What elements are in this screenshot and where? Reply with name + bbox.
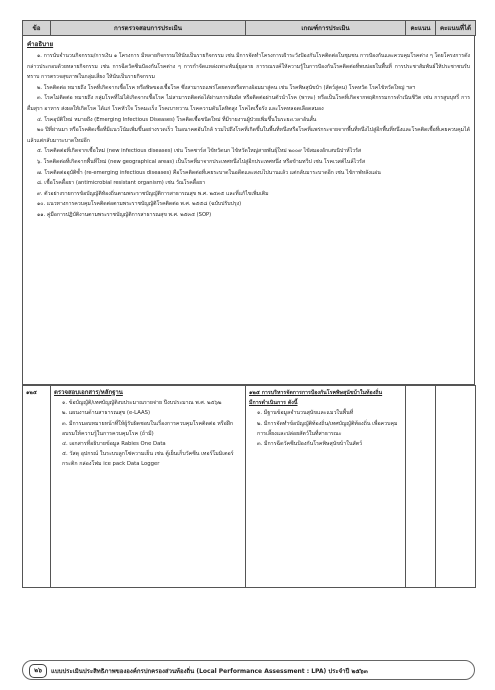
definitions-title: คำอธิบาย: [27, 41, 54, 48]
definition-item: ๙. ตัวอย่างรายการข้อบัญญัติท้องถิ่นตามพระราชบัญญัติการสาธารณสุข พ.ศ. ๒๕๓๕ และที่แก้ไขเพิ่มเติม: [37, 190, 269, 197]
header-score: คะแนน: [406, 21, 436, 36]
criteria-cell: [246, 386, 406, 588]
check-item: ๓. มีการมอบหมายหน้าที่ให้ผู้รับผิดชอบในเรื่องการควบคุมโรคติดต่อ หรือฝึกอบรมให้ความรู้ในการควบคุมโรค (ถ้ามี): [62, 420, 234, 437]
assessment-row-table: [22, 385, 476, 588]
criteria-item: ๓. มีการฉีดวัคซีนป้องกันโรคพิษสุนัขบ้าในสัตว์: [257, 441, 363, 448]
assessment-page: [22, 20, 475, 588]
check-item: ๕. วัสดุ อุปกรณ์ ในระบบลูกโซ่ความเย็น เช่น ตู้เย็นเก็บวัคซีน เทอร์โมมิเตอร์ กระติก กล่องโฟม ice pack Data Logger: [62, 451, 234, 468]
footer-title: แบบประเมินประสิทธิภาพขององค์กรปกครองส่วนท้องถิ่น (Local Performance Assessment : LPA) ประจำปี ๒๕๖๓: [51, 668, 368, 675]
definition-item: ๔. โรคอุบัติใหม่ หมายถึง (Emerging Infectious Diseases) โรคติดเชื้อชนิดใหม่ ที่มีรายงานผู้ป่วยเพิ่มขึ้นในระยะเวลาอันสั้น: [37, 116, 317, 123]
definitions-section: [22, 36, 475, 385]
definition-item: ๕. โรคติดต่อที่เกิดจากเชื้อใหม่ (new infectious diseases) เช่น โรคซาร์ส ไข้หวัดนก ไข้หวัดใหญ่สายพันธุ์ใหม่ ๒๐๐๙ ไข้สมองอักเสบนิปาห์ไวรัส: [37, 148, 362, 155]
definition-item: ๗. โรคติดต่ออุบัติซ้ำ (re-emerging infectious diseases) คือโรคติดต่อที่เคยระบาดในอดีตและสงบไปนานแล้ว แต่กลับมาระบาดอีก เช่น ไข้กาฬหลังแอ่น: [37, 169, 381, 176]
score-got-cell[interactable]: [436, 386, 476, 588]
row-number: ๑๒๕: [26, 390, 37, 396]
check-item: ๔. เอกสารที่อธิบายข้อมูล Rabies One Data: [62, 441, 166, 448]
check-cell: [51, 386, 246, 588]
criteria-item: ๒. มีการจัดทำข้อบัญญัติท้องถิ่น/เทศบัญญัติท้องถิ่น เพื่อควบคุมการเลี้ยงและปล่อยสัตว์ในที่สาธารณะ: [257, 420, 398, 437]
header-criteria: เกณฑ์การประเมิน: [246, 21, 406, 36]
page-number: ๒๖: [29, 664, 47, 678]
header-score-got: คะแนนที่ได้: [436, 21, 476, 36]
definition-item: ๖. โรคติดต่อที่เกิดจากพื้นที่ใหม่ (new geographical areas) เป็นโรคที่มาจากประเทศหนึ่งไปสู่อีกประเทศหนึ่ง หรือข้ามทวีป เช่น โรคเวสต์ไนล์ไวรัส: [37, 158, 366, 165]
assessment-table-header: [22, 20, 476, 36]
criteria-title: ๑๒๕ การบริหารจัดการการป้องกันโรคพิษสุนัขบ้าในท้องถิ่น: [249, 390, 383, 396]
check-item: ๑. ข้อบัญญัติ/เทศบัญญัติงบประมาณรายจ่าย ปีงบประมาณ พ.ศ. ๒๕๖๒: [62, 400, 222, 407]
header-item: ข้อ: [23, 21, 51, 36]
score-cell[interactable]: [406, 386, 436, 588]
page-footer: [22, 660, 475, 680]
definition-item: ๒. โรคติดต่อ หมายถึง โรคที่เกิดจากเชื้อโรค หรือพิษของเชื้อโรค ซึ่งสามารถแพร่โดยตรงหรือทางอ้อมมาสู่คน เช่น โรคพิษสุนัขบ้า (สัตว์สู่คน) โรคหวัด โรคไข้หวัดใหญ่ ฯลฯ: [37, 84, 416, 91]
definition-item: ๘. เชื้อโรคดื้อยา (antimicrobial resistant organism) เช่น วัณโรคดื้อยา: [37, 180, 206, 187]
definition-item: ๑๑. คู่มือการปฏิบัติงานตามพระราชบัญญัติการสาธารณสุข พ.ศ. ๒๕๓๕ (SOP): [37, 211, 212, 218]
check-title: ตรวจสอบเอกสาร/หลักฐาน: [54, 389, 123, 396]
definition-item: ๑๐. แนวทางการควบคุมโรคติดต่อตามพระราชบัญญัติโรคติดต่อ พ.ศ. ๒๕๕๘ (ฉบับปรับปรุง): [37, 201, 242, 208]
row-number-cell: [23, 386, 51, 588]
criteria-item: ๑. มีฐานข้อมูลจำนวนสุนัขและแมวในพื้นที่: [257, 410, 354, 417]
definition-item: ๓. โรคไม่ติดต่อ หมายถึง กลุ่มโรคที่ไม่ได้เกิดจากเชื้อโรค ไม่สามารถติดต่อได้ผ่านการสัมผัส หรือติดต่อผ่านตัวนำโรค (พาหะ) หรือเป็นโรคที่เกิดจากพฤติกรรมการดำเนินชีวิต เช่น การสูบบุหรี่ การดื่มสุรา อาหาร ส่งผลให้เกิดโรค ได้แก่ โรคหัวใจ โรคมะเร็ง โรคเบาหวาน โรคความดันโลหิตสูง โรคไตเรื้อรัง และโรคหลอดเลือดสมอง: [27, 95, 470, 112]
check-item: ๒. แผนงานด้านสาธารณสุข (e-LAAS): [62, 410, 151, 417]
header-check: การตรวจสอบการประเมิน: [51, 21, 246, 36]
definition-item: ๑. การนับจำนวนกิจกรรม/การเงิน ๑ โครงการ มีหลายกิจกรรมให้นับเป็นรายกิจกรรม เช่น มีการจัดทำโครงการเฝ้าระวังป้องกันโรคติดต่อในชุมชน การป้องกันและควบคุมโรคต่าง ๆ โดยโครงการดังกล่าวประกอบด้วยหลายกิจกรรม เช่น การฉีดวัคซีนป้องกันโรคต่าง ๆ การกำจัดแหล่งเพาะพันธุ์ยุงลาย การรณรงค์ให้ความรู้ในการป้องกันโรคติดต่อที่พบบ่อยในพื้นที่ การประชาสัมพันธ์ให้ประชาชนรับทราบ การตรวจสุขภาพในกลุ่มเสี่ยง ให้นับเป็นรายกิจกรรม: [27, 53, 470, 81]
criteria-subtitle: มีการดำเนินการ ดังนี้: [249, 400, 298, 407]
definition-item: ๒๐ ปีที่ผ่านมา หรือโรคติดเชื้อที่มีแนวโน้มเพิ่มขึ้นอย่างรวดเร็ว ในอนาคตอันใกล้ รวมไปถึงโรคที่เกิดขึ้นในพื้นที่หนึ่งหรือโรคที่แพร่กระจายจากพื้นที่หนึ่งไปสู่อีกพื้นที่หนึ่งและโรคติดเชื้อที่เคยควบคุมได้แล้วแต่กลับมาระบาดใหม่อีก: [27, 127, 470, 144]
